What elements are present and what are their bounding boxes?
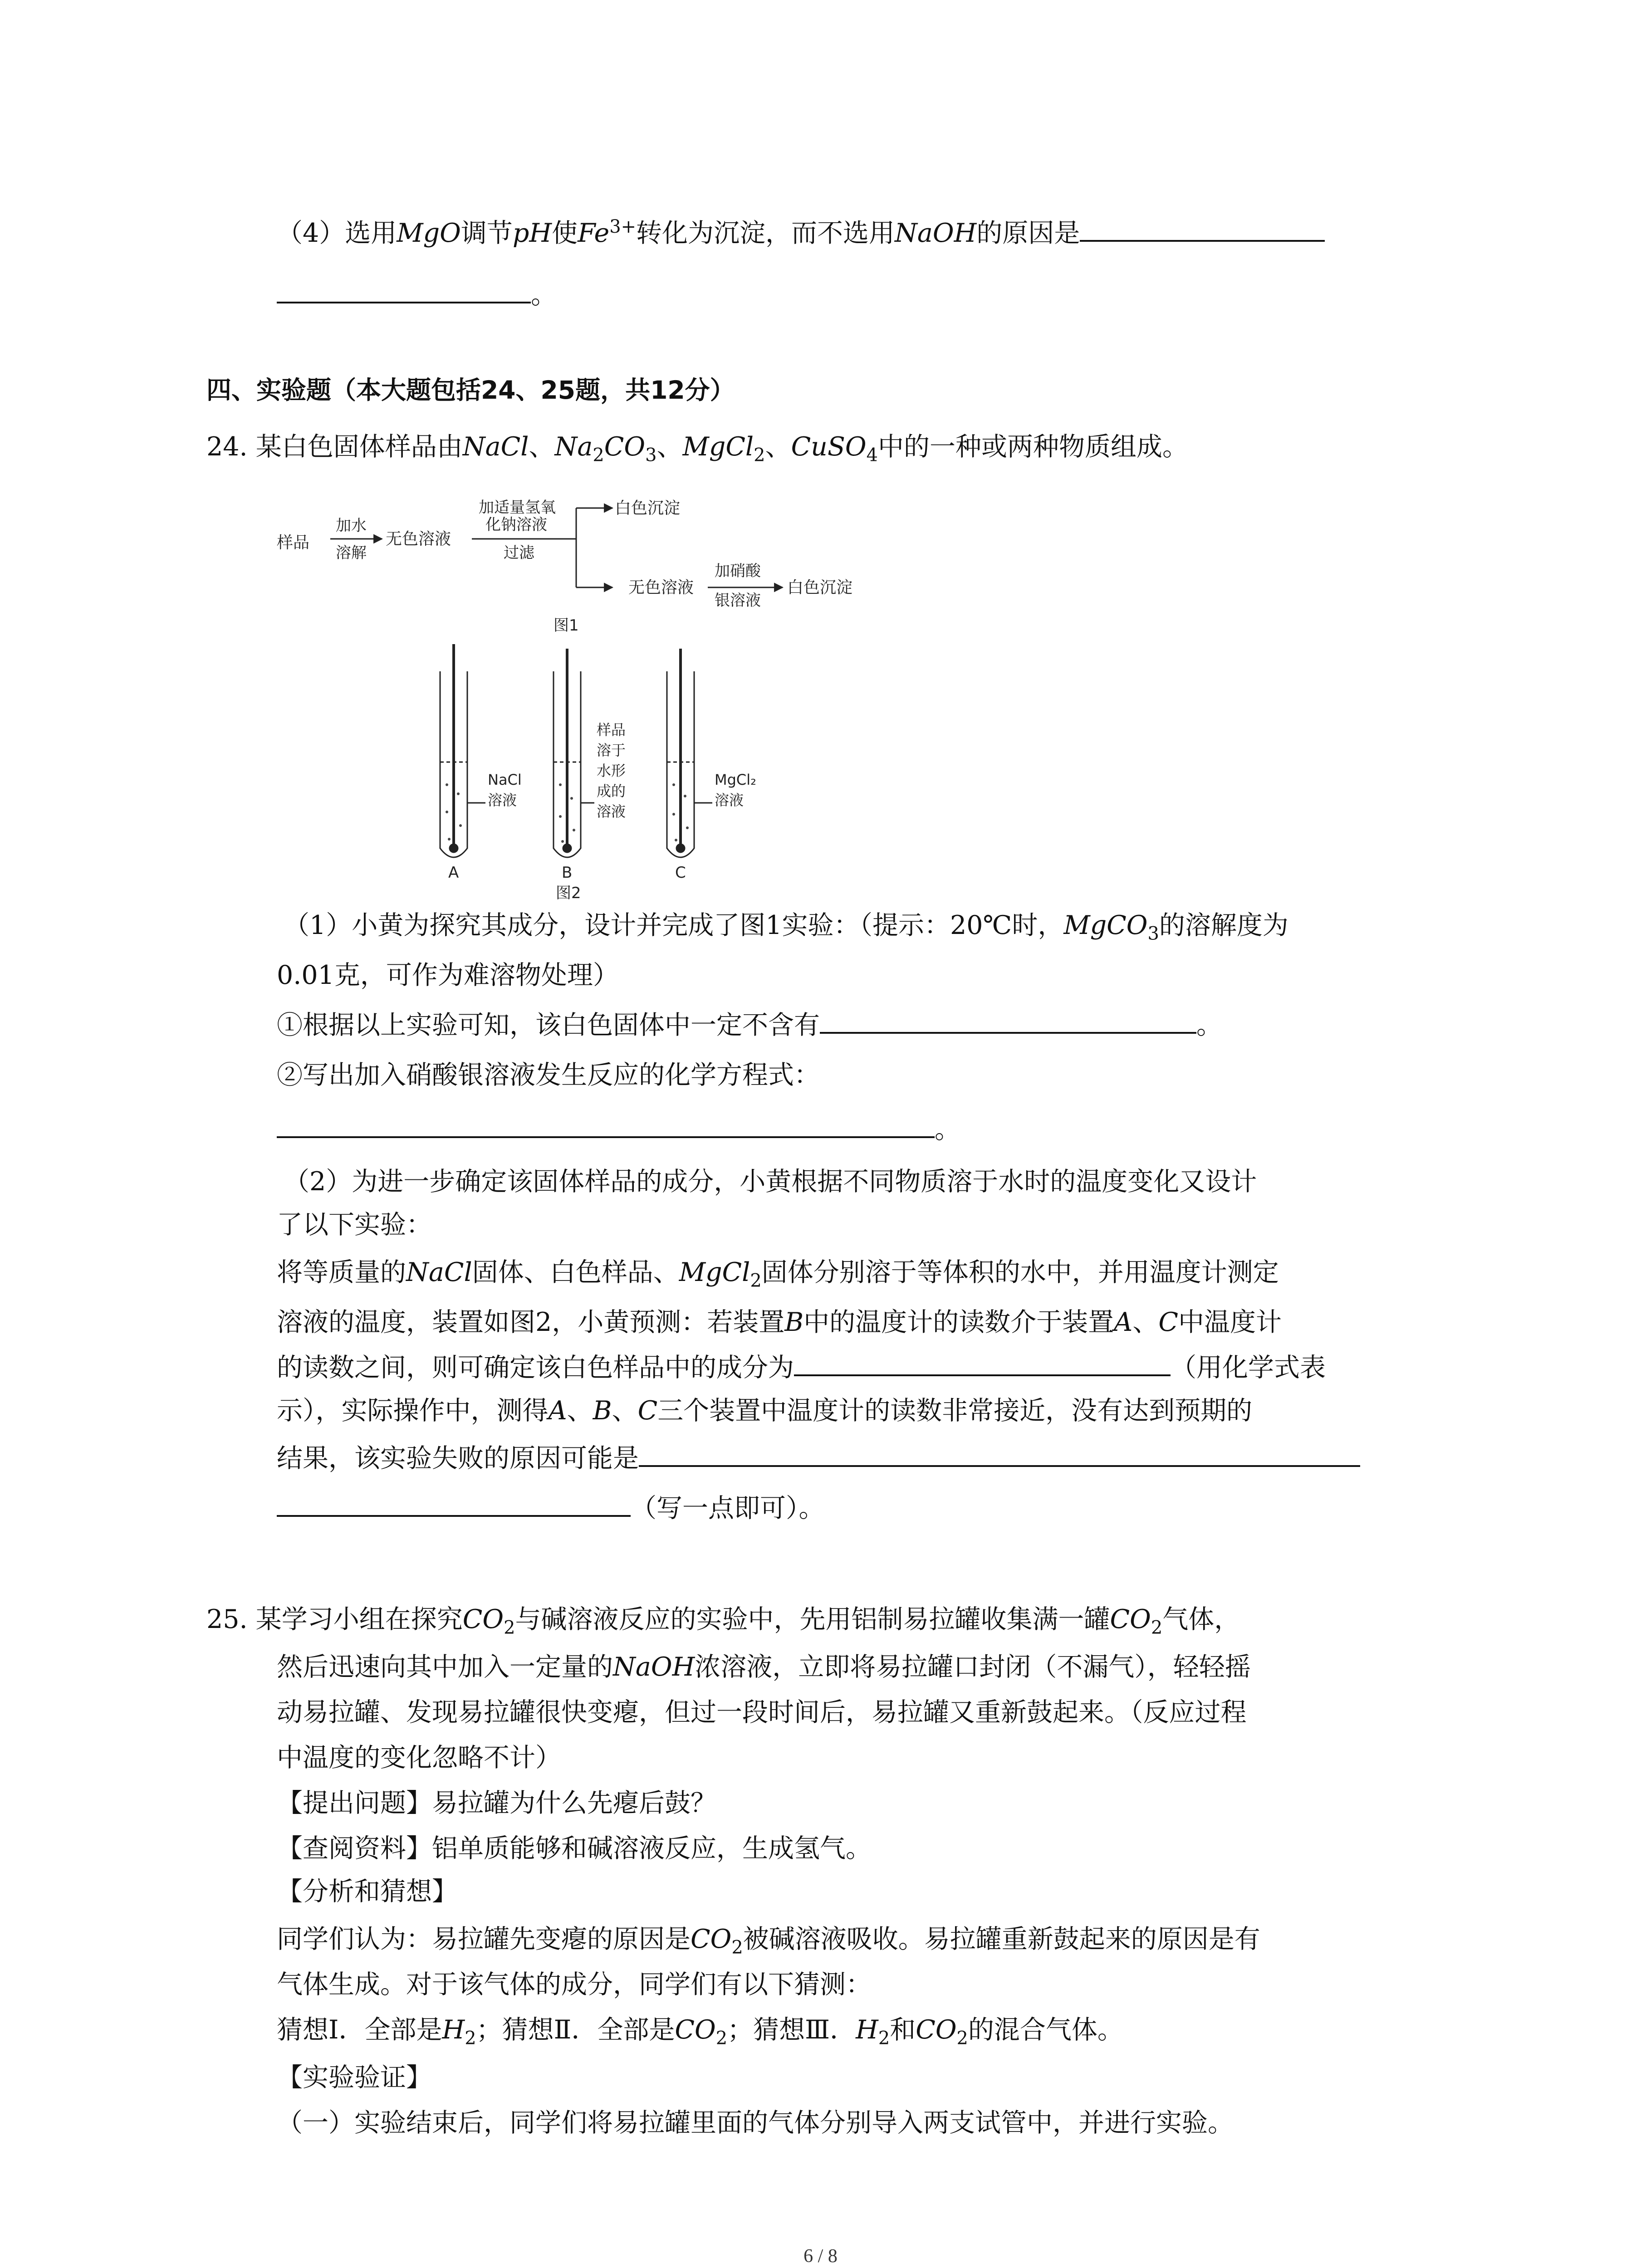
figure1-flowchart	[277, 499, 852, 635]
fig1-white-precipitate-label: 白色沉淀	[787, 578, 853, 597]
q24-p2-line1: （2）为进一步确定该固体样品的成分，小黄根据不同物质溶于水时的温度变化又设计	[284, 1167, 1257, 1197]
q25-line6: 【查阅资料】铝单质能够和碱溶液反应，生成氢气。	[277, 1833, 872, 1863]
answer-blank[interactable]	[277, 1114, 935, 1138]
q24-p2-line3: 将等质量的NaCl固体、白色样品、MgCl$_2$固体分别溶于等体积的水中，并用温度计测定	[277, 1257, 1279, 1291]
q24-p2-line7: 结果，该实验失败的原因可能是	[277, 1440, 1360, 1476]
fig2-sample-label-1: 样品	[597, 721, 626, 738]
q24-p2-line2: 了以下实验：	[277, 1210, 432, 1240]
fig1-colorless-solution-label: 无色溶液	[386, 530, 451, 548]
q24-stem: 24. 某白色固体样品由NaCl、$Na_2CO_3$、MgCl$_2$、CuSO$_4$中的一种或两种物质组成。	[206, 432, 1189, 466]
answer-blank[interactable]	[277, 1492, 631, 1517]
fig2-tube-a-label: A	[448, 864, 459, 882]
answer-blank[interactable]	[820, 1009, 1196, 1034]
fig2-nacl-label-2: 溶液	[488, 792, 517, 809]
fig1-white-precipitate-label: 白色沉淀	[615, 499, 681, 518]
q24-p2-line6: 示），实际操作中，测得A、B、C三个装置中温度计的读数非常接近，没有达到预期的	[277, 1396, 1253, 1426]
q24-p2-line4: 溶液的温度，装置如图2，小黄预测：若装置B中的温度计的读数介于装置A、C中温度计	[277, 1307, 1282, 1337]
q23-4-line2: 。	[277, 277, 557, 313]
q25-line10: 猜想Ⅰ．全部是$H_2$；猜想Ⅱ．全部是$CO_2$；猜想Ⅲ．$H_2$和$CO_2$的混合气体。	[277, 2015, 1123, 2049]
fig2-sample-label-5: 溶液	[597, 803, 626, 820]
fig1-agno3-label-2: 银溶液	[715, 591, 761, 610]
q23-4-line1: （4）选用MgO调节pH使$Fe^{3+}$转化为沉淀，而不选用NaOH的原因是	[277, 209, 1325, 251]
q25-line4: 中温度的变化忽略不计）	[277, 1743, 561, 1773]
q24-p1-line2: 0.01克，可作为难溶物处理）	[277, 960, 619, 990]
q24-p1-ii-answer: 。	[277, 1111, 960, 1148]
fig2-tube-b-label: B	[562, 864, 573, 882]
answer-blank[interactable]	[1080, 217, 1325, 242]
q24-p2-line8: （写一点即可）。	[277, 1490, 825, 1526]
fig1-colorless-solution-label: 无色溶液	[628, 578, 694, 597]
q25-line2: 然后迅速向其中加入一定量的NaOH浓溶液，立即将易拉罐口封闭（不漏气），轻轻摇	[277, 1652, 1251, 1682]
fig1-agno3-label-1: 加硝酸	[715, 562, 761, 580]
fig2-caption: 图2	[556, 884, 581, 902]
q25-line1: 25. 某学习小组在探究$CO_2$与碱溶液反应的实验中，先用铝制易拉罐收集满一罐$CO_2$气体，	[206, 1604, 1240, 1638]
fig2-nacl-label-1: NaCl	[488, 771, 522, 788]
q25-line8: 同学们认为：易拉罐先变瘪的原因是$CO_2$被碱溶液吸收。易拉罐重新鼓起来的原因是有	[277, 1924, 1260, 1958]
experiment-figures	[277, 494, 912, 903]
fig2-tube-c-label: C	[675, 864, 686, 882]
fig1-add-water-label: 加水	[336, 517, 367, 535]
q25-line11: 【实验验证】	[277, 2063, 432, 2092]
fig2-sample-label-2: 溶于	[597, 742, 626, 759]
q25-line9: 气体生成。对于该气体的成分，同学们有以下猜测：	[277, 1970, 872, 1999]
answer-blank[interactable]	[639, 1442, 1360, 1467]
fig1-caption: 图1	[554, 616, 579, 635]
q25-line12: （一）实验结束后，同学们将易拉罐里面的气体分别导入两支试管中，并进行实验。	[277, 2108, 1234, 2138]
q25-line3: 动易拉罐、发现易拉罐很快变瘪，但过一段时间后，易拉罐又重新鼓起来。（反应过程	[277, 1697, 1247, 1727]
q24-p1-line1: （1）小黄为探究其成分，设计并完成了图1实验：（提示：20℃时，MgCO$_3$的溶解度为	[284, 910, 1288, 944]
page-number: 6 / 8	[803, 2246, 838, 2267]
fig2-mgcl2-label-1: MgCl₂	[715, 771, 756, 788]
answer-blank[interactable]	[277, 279, 531, 303]
q24-p2-line5: 的读数之间，则可确定该白色样品中的成分为 （用化学式表	[277, 1353, 1326, 1383]
fig2-mgcl2-label-2: 溶液	[715, 792, 744, 809]
answer-blank[interactable]	[794, 1352, 1171, 1376]
q25-line7: 【分析和猜想】	[277, 1877, 458, 1906]
fig2-sample-label-3: 水形	[597, 762, 626, 779]
fig2-sample-label-4: 成的	[597, 782, 626, 800]
figure2-test-tubes	[440, 644, 712, 857]
section-heading: 四、实验题（本大题包括24、25题，共12分）	[206, 376, 735, 405]
fig1-dissolve-label: 溶解	[336, 544, 367, 562]
fig1-sample-label: 样品	[277, 533, 310, 552]
q24-p1-i: ①根据以上实验可知，该白色固体中一定不含有 。	[277, 1010, 1222, 1040]
fig1-filter-label: 过滤	[504, 544, 534, 562]
fig1-naoh-label-1: 加适量氢氧	[479, 499, 556, 517]
q25-line5: 【提出问题】易拉罐为什么先瘪后鼓？	[277, 1788, 716, 1818]
fig1-naoh-label-2: 化钠溶液	[485, 516, 547, 534]
q24-p1-ii: ②写出加入硝酸银溶液发生反应的化学方程式：	[277, 1060, 820, 1090]
